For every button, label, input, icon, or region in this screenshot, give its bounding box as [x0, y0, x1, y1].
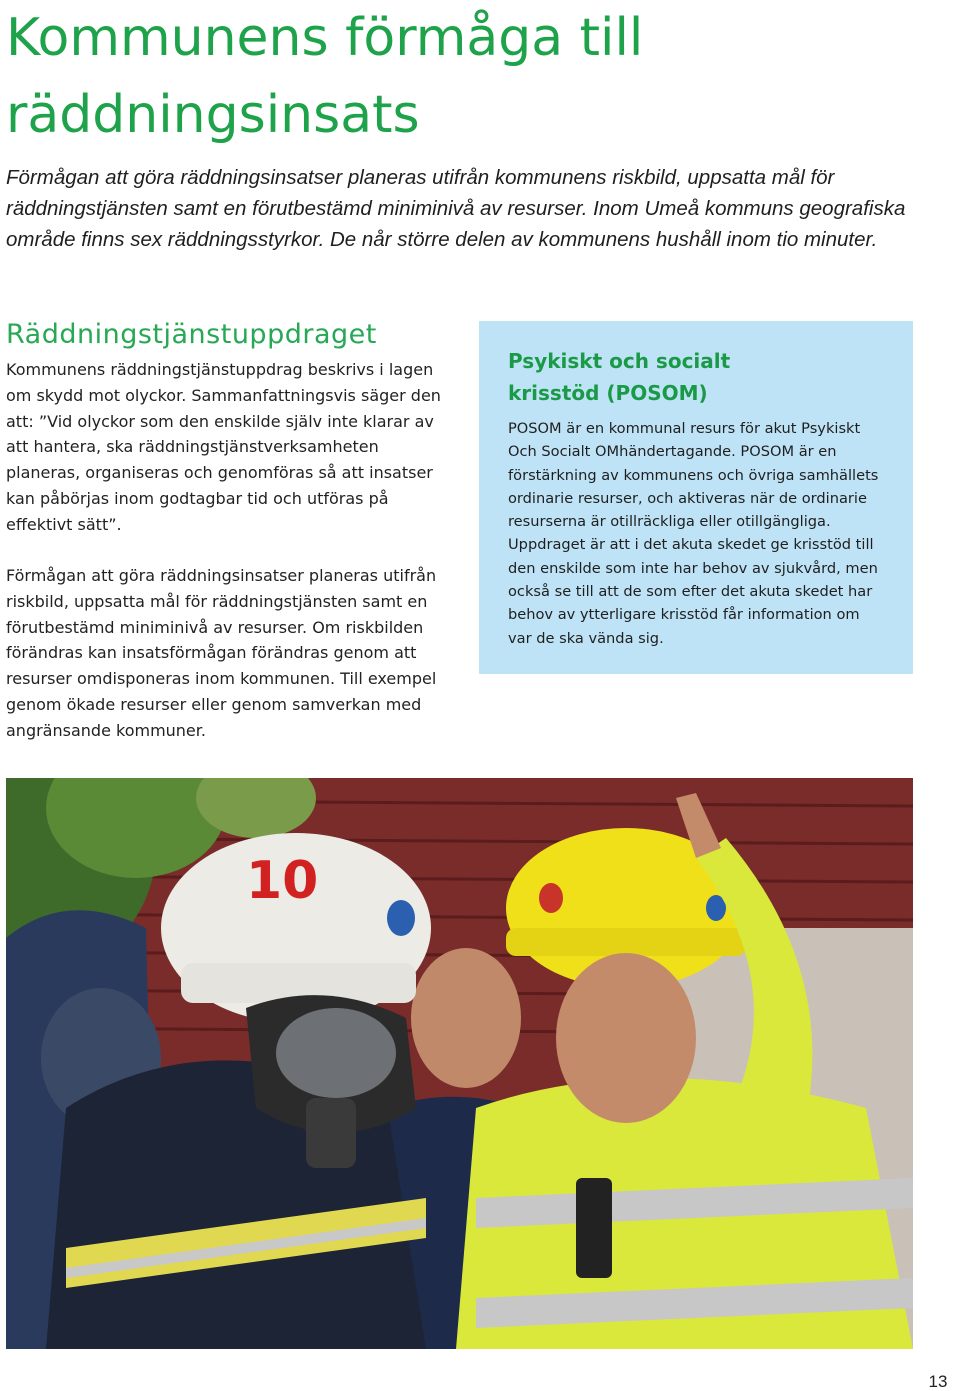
- posom-box-title: Psykiskt och socialt krisstöd (POSOM): [508, 349, 731, 405]
- page-title: [6, 0, 906, 154]
- page-title-line-1: Kommunens förmåga till: [6, 8, 644, 68]
- body-paragraph-2: Förmågan att göra räddningsinsatser planeras utifrån riskbild, uppsatta mål för räddningstjänsten samt en förutbestämd miniminivå av resurser. Om riskbilden förändras kan insatsförmågan förändras genom att resurser omdisponeras inom kommunen. Till exempel genom ökade resurser eller genom samverkan med angränsande kommuner.: [6, 566, 437, 740]
- posom-info-box: [479, 321, 913, 674]
- section-heading: Räddningstjänstuppdraget: [6, 319, 377, 350]
- lead-paragraph: Förmågan att göra räddningsinsatser planeras utifrån kommunens riskbild, uppsatta mål för räddningstjänsten samt en förutbestämd miniminivå av resurser. Inom Umeå kommuns geografiska område finns sex räddningsstyrkor. De når större delen av kommunens hushåll inom tio minuter.: [6, 166, 906, 251]
- posom-box-text: POSOM är en kommunal resurs för akut Psykiskt Och Socialt OMhändertagande. POSOM är en förstärkning av kommunens och övriga samhällets ordinarie resurser, och aktiveras när de ordinarie resurserna är otillräckliga eller otillgängliga. Uppdraget är att i det akuta skedet ge krisstöd till den enskilde som inte har behov av sjukvård, men också se till att de som efter det akuta skedet har behov av ytterligare krisstöd får information om var de ska vända sig.: [508, 420, 879, 647]
- body-paragraph-1: Kommunens räddningstjänstuppdrag beskrivs i lagen om skydd mot olyckor. Sammanfattningsvis säger den att: ”Vid olyckor som den enskilde själv inte klarar av att hantera, ska räddningstjänstverksamheten planeras, organiseras och genomföras så att insatser kan påbörjas inom godtagbar tid och utföras på effektivt sätt”.: [6, 360, 441, 534]
- firefighters-photo: [6, 778, 913, 1349]
- page-number: 13: [928, 1372, 948, 1391]
- helmet-number: 10: [246, 851, 319, 911]
- page-title-line-2: räddningsinsats: [6, 85, 420, 145]
